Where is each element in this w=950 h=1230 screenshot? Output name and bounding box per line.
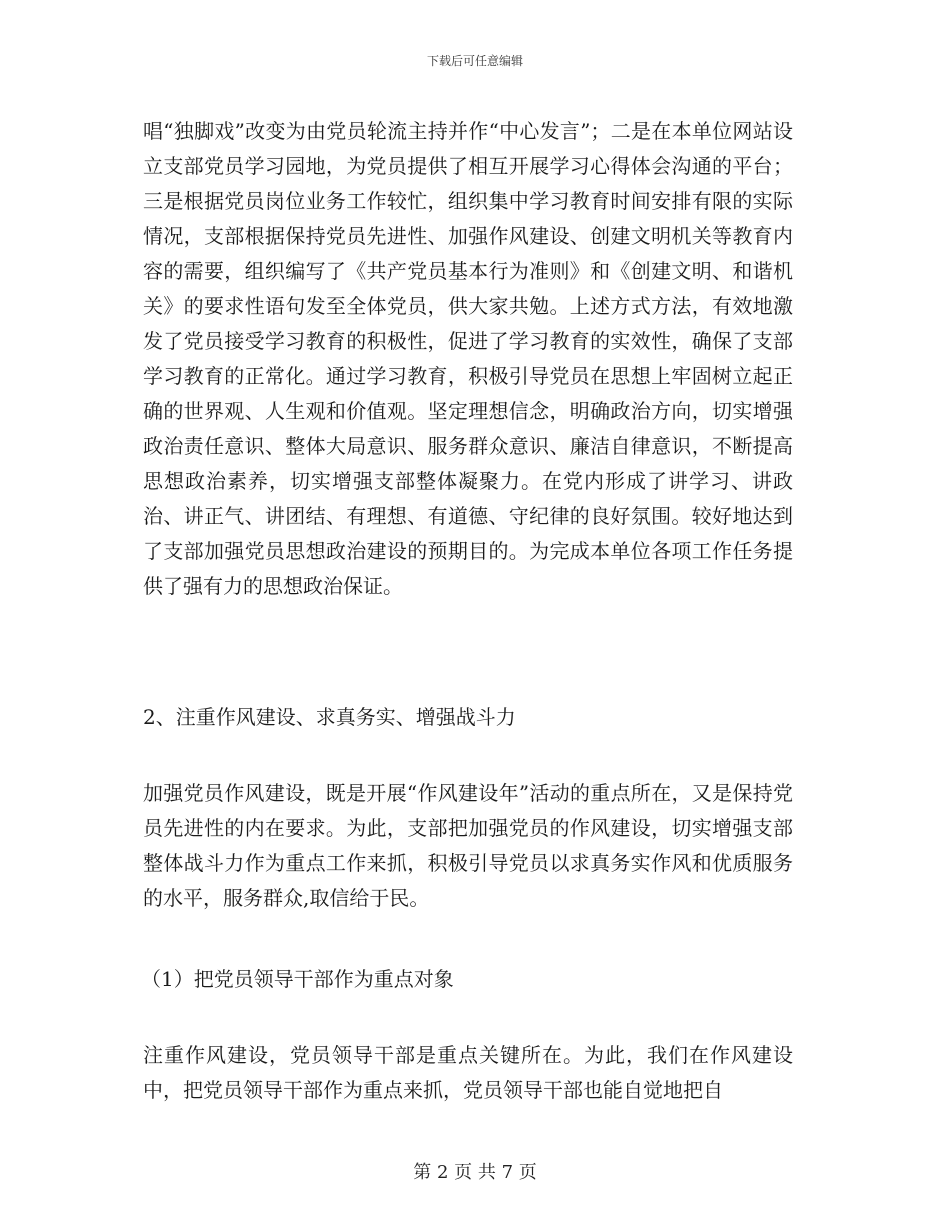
subsection-heading-leaders: （1）把党员领导干部作为重点对象 — [141, 967, 454, 991]
page-number-footer: 第 2 页 共 7 页 — [413, 1162, 537, 1183]
paragraph-leaders: 注重作风建设，党员领导干部是重点关键所在。为此，我们在作风建设中，把党员领导干部作为重点来抓，党员领导干部也能自觉地把自 — [143, 1043, 793, 1102]
page-header: 下载后可任意编辑 — [426, 54, 523, 68]
paragraph-work-style: 加强党员作风建设，既是开展“作风建设年”活动的重点所在，又是保持党员先进性的内在要求。为此，支部把加强党员的作风建设，切实增强支部整体战斗力作为重点工作来抓，积极引导党员以求真务实作风和优质服务的水平，服务群众,取信给于民。 — [143, 781, 793, 910]
paragraph-study-education: 唱“独脚戏”改变为由党员轮流主持并作“中心发言”；二是在本单位网站设立支部党员学习园地，为党员提供了相互开展学习心得体会沟通的平台；三是根据党员岗位业务工作较忙，组织集中学习教育时间安排有限的实际情况，支部根据保持党员先进性、加强作风建设、创建文明机关等教育内容的需要，组织编写了《共产党员基本行为准则》和《创建文明、和谐机关》的要求性语句发至全体党员，供大家共勉。上述方式方法，有效地激发了党员接受学习教育的积极性，促进了学习教育的实效性，确保了支部学习教育的正常化。通过学习教育，积极引导党员在思想上牢固树立起正确的世界观、人生观和价值观。坚定理想信念，明确政治方向，切实增强政治责任意识、整体大局意识、服务群众意识、廉洁自律意识，不断提高思想政治素养，切实增强支部整体凝聚力。在党内形成了讲学习、讲政治、讲正气、讲团结、有理想、有道德、守纪律的良好氛围。较好地达到了支部加强党员思想政治建设的预期目的。为完成本单位各项工作任务提供了强有力的思想政治保证。 — [143, 119, 793, 598]
section-heading-work-style: 2、注重作风建设、求真务实、增强战斗力 — [143, 705, 516, 729]
